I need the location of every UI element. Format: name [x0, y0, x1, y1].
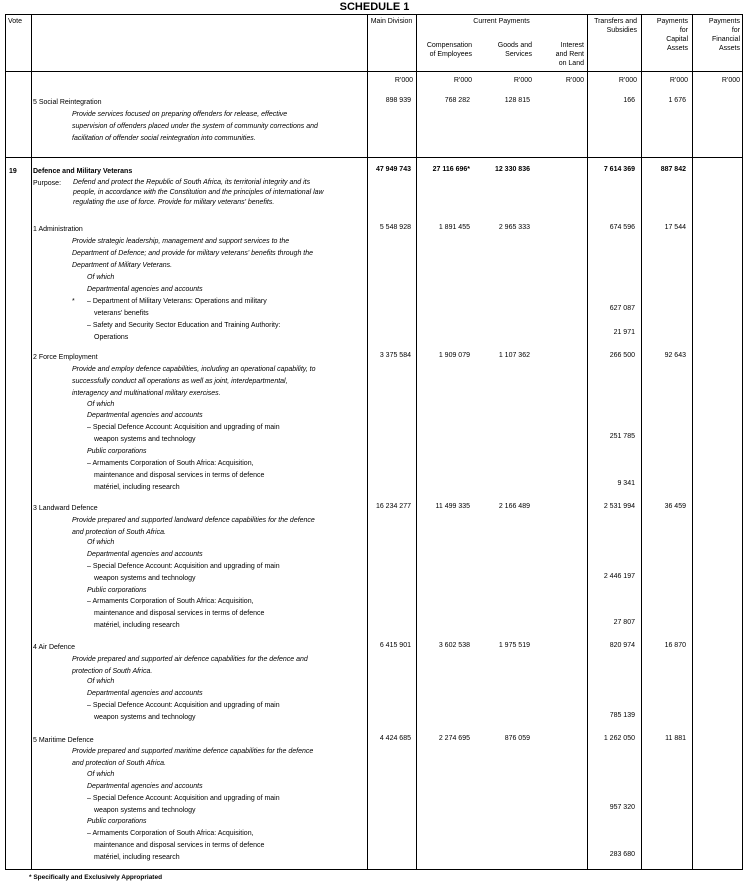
transfers-value: 820 974	[609, 642, 635, 649]
line-item: – Armaments Corporation of South Africa: Acquisition, maintenance and disposal services in terms of defence matériel, including research	[87, 598, 265, 629]
public-corporations-label: Public corporations	[87, 587, 147, 594]
header-transfers: Transfers and Subsidies	[594, 18, 637, 34]
compensation-value: 1 909 079	[438, 352, 470, 359]
transfers-value: 266 500	[609, 352, 635, 359]
agencies-label: Departmental agencies and accounts	[87, 783, 203, 790]
line-item: – Armaments Corporation of South Africa: Acquisition, maintenance and disposal services in terms of defence matériel, including research	[87, 460, 265, 491]
unit-label: R'000	[453, 77, 472, 84]
agencies-label: Departmental agencies and accounts	[87, 286, 203, 293]
transfer-item-value: 283 680	[609, 851, 635, 858]
header-compensation: Compensation of Employees	[426, 42, 472, 58]
goods-value: 876 059	[504, 735, 530, 742]
transfers-value: 166	[623, 97, 635, 104]
transfers-value: 7 614 369	[603, 166, 635, 173]
public-corporations-label: Public corporations	[87, 818, 147, 825]
purpose-label: Purpose:	[33, 180, 62, 187]
program-description: Provide services focused on preparing offenders for release, effective supervision of offenders placed under the system of community corrections and facilitation of offender social reintegration into communities.	[72, 111, 318, 142]
asterisk-marker: *	[72, 298, 75, 305]
compensation-value: 11 499 335	[435, 503, 470, 510]
capital-value: 36 459	[664, 503, 686, 510]
capital-value: 11 881	[665, 735, 686, 742]
header-capital-assets: Payments for Capital Assets	[656, 18, 688, 52]
header-vote: Vote	[8, 18, 23, 25]
transfers-value: 2 531 994	[603, 503, 635, 510]
main-division-value: 6 415 901	[379, 642, 411, 649]
program-description: Provide prepared and supported maritime defence capabilities for the defence and protection of South Africa.	[72, 748, 314, 767]
goods-value: 2 965 333	[498, 224, 530, 231]
agencies-label: Departmental agencies and accounts	[87, 412, 203, 419]
unit-label: R'000	[669, 77, 688, 84]
goods-value: 1 107 362	[498, 352, 530, 359]
header-financial-assets: Payments for Financial Assets	[708, 18, 740, 52]
program-title: 5 Social Reintegration	[33, 99, 102, 106]
of-which-label: Of which	[87, 678, 115, 685]
main-division-value: 4 424 685	[379, 735, 411, 742]
unit-label: R'000	[394, 77, 413, 84]
main-division-value: 3 375 584	[379, 352, 411, 359]
main-division-value: 898 939	[385, 97, 411, 104]
header-goods-services: Goods and Services	[497, 42, 532, 58]
col-divider	[31, 15, 32, 869]
program-title: 5 Maritime Defence	[33, 737, 94, 744]
unit-label: R'000	[721, 77, 740, 84]
main-division-value: 5 548 928	[379, 224, 411, 231]
compensation-value: 768 282	[444, 97, 470, 104]
header-interest: Interest and Rent on Land	[555, 42, 584, 67]
transfer-item-value: 957 320	[609, 804, 635, 811]
col-divider	[367, 15, 368, 869]
capital-value: 1 676	[668, 97, 686, 104]
header-main-division: Main Division	[370, 18, 413, 25]
vote-number: 19	[9, 168, 17, 175]
unit-label: R'000	[565, 77, 584, 84]
capital-value: 16 870	[664, 642, 686, 649]
transfers-value: 1 262 050	[603, 735, 635, 742]
line-item: – Armaments Corporation of South Africa: Acquisition, maintenance and disposal services in terms of defence matériel, including research	[87, 830, 265, 861]
goods-value: 2 166 489	[498, 503, 530, 510]
unit-label: R'000	[618, 77, 637, 84]
transfer-item-value: 251 785	[609, 433, 635, 440]
transfer-item-value: 21 971	[613, 329, 635, 336]
transfer-item-value: 9 341	[617, 480, 635, 487]
goods-value: 1 975 519	[498, 642, 530, 649]
line-item: – Special Defence Account: Acquisition and upgrading of main weapon systems and technology	[87, 795, 280, 814]
line-item: – Special Defence Account: Acquisition and upgrading of main weapon systems and technology	[87, 563, 280, 582]
purpose-text: Defend and protect the Republic of South Africa, its territorial integrity and its people, in accordance with the Constitution and the principles of international law regulating the use of force. Provide for military veterans' benefits.	[73, 179, 324, 206]
of-which-label: Of which	[87, 771, 115, 778]
col-divider	[416, 15, 417, 869]
header-current-payments: Current Payments	[473, 18, 530, 25]
line-item: – Department of Military Veterans: Operations and military veterans' benefits	[87, 298, 267, 317]
header-rule	[6, 71, 742, 72]
program-title: 3 Landward Defence	[33, 505, 98, 512]
line-item: – Special Defence Account: Acquisition and upgrading of main weapon systems and technology	[87, 424, 280, 443]
program-description: Provide prepared and supported air defence capabilities for the defence and protection of South Africa.	[72, 656, 308, 675]
compensation-value: 3 602 538	[438, 642, 470, 649]
transfer-item-value: 785 139	[609, 712, 635, 719]
col-divider	[692, 15, 693, 869]
program-title: 1 Administration	[33, 226, 83, 233]
compensation-value: 1 891 455	[438, 224, 470, 231]
goods-value: 12 330 836	[494, 166, 530, 173]
program-description: Provide strategic leadership, management and support services to the Department of Defence; and provide for military veterans' benefits through the Department of Military Veterans.	[72, 238, 314, 269]
public-corporations-label: Public corporations	[87, 448, 147, 455]
of-which-label: Of which	[87, 401, 115, 408]
line-item: – Special Defence Account: Acquisition and upgrading of main weapon systems and technology	[87, 702, 280, 721]
transfer-item-value: 27 807	[613, 619, 635, 626]
program-title: 4 Air Defence	[33, 644, 76, 651]
of-which-label: Of which	[87, 539, 115, 546]
line-item: – Safety and Security Sector Education and Training Authority: Operations	[87, 322, 281, 341]
capital-value: 887 842	[660, 166, 686, 173]
agencies-label: Departmental agencies and accounts	[87, 551, 203, 558]
transfer-item-value: 2 446 197	[603, 573, 635, 580]
of-which-label: Of which	[87, 274, 115, 281]
col-divider	[641, 15, 642, 869]
main-division-value: 47 949 743	[375, 166, 411, 173]
col-divider	[587, 15, 588, 869]
program-title: 2 Force Employment	[33, 354, 98, 361]
compensation-value: 2 274 695	[438, 735, 470, 742]
unit-label: R'000	[513, 77, 532, 84]
transfer-item-value: 627 087	[609, 305, 635, 312]
schedule-title: SCHEDULE 1	[339, 1, 410, 13]
compensation-value: 27 116 696*	[432, 166, 470, 173]
program-description: Provide and employ defence capabilities, including an operational capability, to successfully conduct all operations as well as joint, interdepartmental, interagency and multinational military exercises.	[72, 366, 316, 397]
agencies-label: Departmental agencies and accounts	[87, 690, 203, 697]
program-description: Provide prepared and supported landward defence capabilities for the defence and protection of South Africa.	[72, 517, 315, 536]
section-rule	[6, 157, 742, 158]
transfers-value: 674 596	[609, 224, 635, 231]
main-division-value: 16 234 277	[375, 503, 411, 510]
goods-value: 128 815	[504, 97, 530, 104]
vote-title: Defence and Military Veterans	[33, 168, 133, 175]
footnote: * Specifically and Exclusively Appropriated	[29, 874, 163, 881]
capital-value: 92 643	[664, 352, 686, 359]
capital-value: 17 544	[664, 224, 686, 231]
